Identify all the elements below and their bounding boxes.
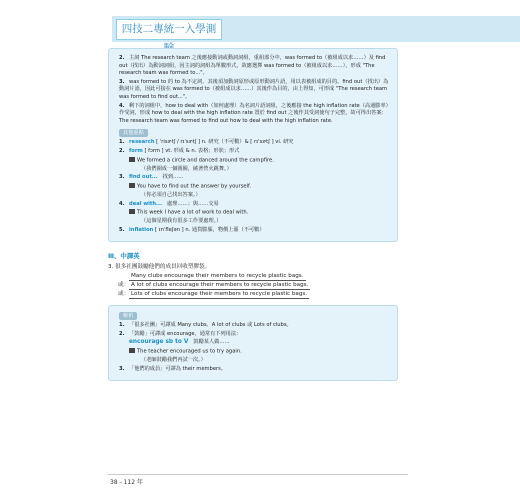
vocab-item-research xyxy=(119,139,389,147)
analysis-text: 「他們的成員」可譯為 their members。 xyxy=(129,365,227,372)
vocab-item-find-out xyxy=(119,174,389,182)
note-text: was formed to 的 to 為不定詞，其後須加動詞原形或原形動詞片語，用以表被組成的目的。find out（找出）為動詞片語，因此可接在 was formed to（被組成以求……）其後作為目的，由上得知，可形成 "The research team was formed to find out..."。 xyxy=(119,78,389,100)
example-translation: （老師鼓勵我們再試一次。） xyxy=(141,357,206,364)
analysis-box xyxy=(108,305,398,381)
analysis-tag: 解析 xyxy=(119,312,137,320)
example-en: We formed a circle and danced around the campfire. xyxy=(137,157,274,164)
analysis-item-3 xyxy=(119,366,389,374)
answer-line xyxy=(108,290,398,299)
example-sentence xyxy=(119,348,389,356)
page-number: 38 - 112 年 xyxy=(110,479,143,486)
note-text: 主詞 The research team 之後應接動詞或動詞詞組，重組部分中，was formed to（被組成以求……）及 find out（找出）為動詞詞組，因主詞的詞組為單數形式，故應選擇 was formed to（被組成以求……），形成 "The research team was formed to..."。 xyxy=(119,55,386,77)
notes-box xyxy=(108,48,398,242)
vocab-word: find out... xyxy=(129,174,158,181)
answer-text: Lots of clubs encourage their members to recycle plastic bags. xyxy=(129,290,309,299)
answer-line xyxy=(108,281,398,290)
page-header-title: 四技二專統一入學測 xyxy=(116,19,222,40)
analysis-num: 2. xyxy=(119,330,125,337)
note-item-4 xyxy=(119,103,389,126)
analysis-num: 1. xyxy=(119,322,125,329)
vocab-def: [ ɪnˈfleʃən ] n. 通貨膨脹，物價上漲（不可數） xyxy=(155,226,265,233)
vocab-num: 4. xyxy=(119,200,125,207)
note-num: 2. xyxy=(119,55,125,61)
example-icon xyxy=(129,183,135,188)
vocab-word: form xyxy=(129,147,143,154)
analysis-text: 「鼓勵」可譯成 encourage，通常有下列用法： xyxy=(129,330,242,337)
translation-question: 3. 很多社團鼓勵他們的成員回收塑膠袋。 xyxy=(108,264,211,271)
example-sentence xyxy=(119,157,389,165)
pattern-zh: 鼓勵某人做…… xyxy=(193,339,230,346)
pattern-en: encourage sb to V xyxy=(129,339,189,346)
vocab-item-deal-with xyxy=(119,201,389,209)
vocab-def: [ fɔrm ] vt. 形成 & n. 表格；形狀；形式 xyxy=(144,147,240,154)
answer-label: 或： xyxy=(118,281,130,288)
example-icon xyxy=(129,209,135,214)
example-translation: （我們圍成一個圓圈，繞著營火跳舞。） xyxy=(141,165,232,172)
vocab-word: deal with... xyxy=(129,200,162,207)
note-num: 4. xyxy=(119,102,125,109)
vocab-def: 處理……；與……交易 xyxy=(166,200,219,207)
example-icon xyxy=(129,348,135,353)
answer-text: Many clubs encourage their members to recycle plastic bags. xyxy=(129,272,306,281)
main-content xyxy=(108,48,398,381)
note-item-3 xyxy=(119,79,389,102)
note-item-2 xyxy=(119,55,389,78)
example-translation: （你必須自己找出答案。） xyxy=(141,191,201,198)
pattern-line xyxy=(119,339,389,347)
vocab-def: 找到…… xyxy=(162,174,184,181)
vocab-item-inflation xyxy=(119,227,389,235)
example-translation: （這個星期我有很多工作要處理。） xyxy=(141,218,222,225)
footer-divider xyxy=(108,474,408,475)
example-icon xyxy=(129,157,135,162)
vocab-num: 2. xyxy=(119,147,125,154)
analysis-num: 3. xyxy=(119,365,125,372)
example-en: This week I have a lot of work to deal with. xyxy=(137,209,249,216)
vocab-num: 3. xyxy=(119,174,125,181)
vocab-num: 1. xyxy=(119,139,125,146)
example-sentence xyxy=(119,209,389,217)
note-text: 剩下的詞組中，how to deal with（如何處理）為名詞片語詞組，之後應接 the high inflation rate（高通膨率）作受詞，形成 how to deal with the high inflation rate 置於 find out 之後作其受詞使句子完整，故可得出答案：The research team was formed to find out how to deal with the high inflation rate. xyxy=(119,102,389,124)
vocab-word: inflation xyxy=(129,226,154,233)
other-focus-tag: 其他重點 xyxy=(119,129,148,137)
vocab-word: research xyxy=(129,139,155,146)
example-en: You have to find out the answer by yourself. xyxy=(137,183,252,190)
note-num: 3. xyxy=(119,78,125,85)
answer-text: A lot of clubs encourage their members to recycle plastic bags. xyxy=(129,281,310,290)
example-sentence xyxy=(119,183,389,191)
example-en: The teacher encouraged us to try again. xyxy=(137,348,242,355)
analysis-item-1 xyxy=(119,322,389,330)
analysis-item-2 xyxy=(119,331,389,339)
vocab-item-form xyxy=(119,148,389,156)
vocab-def: [ ˈrisɝtʃ / rɪˈsɝtʃ ] n. 研究（不可數）& [ rɪˈsɝtʃ ] vi. 研究 xyxy=(156,139,294,146)
answer-label: 或： xyxy=(118,290,130,297)
vocab-num: 5. xyxy=(119,226,125,233)
answer-line xyxy=(108,272,398,281)
section-title-translation: Ⅲ、中譯英 xyxy=(108,252,140,261)
analysis-text: 「很多社團」可譯成 Many clubs、A lot of clubs 或 Lots of clubs。 xyxy=(129,322,292,329)
